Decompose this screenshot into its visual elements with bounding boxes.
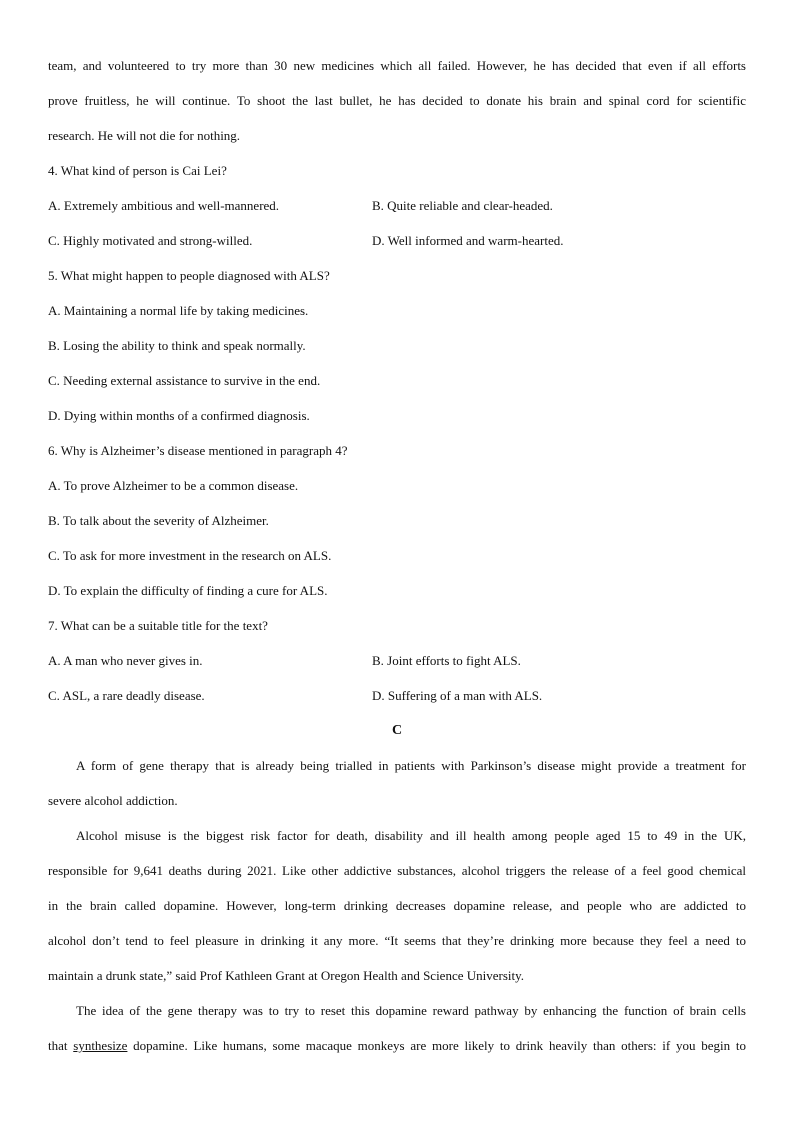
text-line: Alcohol misuse is the biggest risk factor for death, disability and ill health among people aged 15 to 49 in the UK,: [76, 828, 746, 843]
option-a: A. Extremely ambitious and well-mannered.: [48, 198, 280, 213]
question-7: [48, 614, 746, 719]
option-b: B. To talk about the severity of Alzheimer.: [48, 513, 269, 528]
document-page: [48, 54, 746, 1069]
option-a: A. To prove Alzheimer to be a common disease.: [48, 478, 299, 493]
option-a: A. A man who never gives in.: [48, 653, 203, 668]
question-stem: 4. What kind of person is Cai Lei?: [48, 163, 227, 178]
option-b: B. Joint efforts to fight ALS.: [372, 653, 521, 668]
text-line: The idea of the gene therapy was to try to reset this dopamine reward pathway by enhancing the function of brain cells: [76, 1003, 746, 1018]
section-title: C: [391, 723, 403, 738]
text-fragment: that: [48, 1038, 74, 1053]
option-row: [48, 684, 746, 719]
text-line: [48, 1034, 746, 1069]
text-line: maintain a drunk state,” said Prof Kathleen Grant at Oregon Health and Science University.: [48, 968, 525, 983]
question-6: [48, 439, 746, 614]
option-c: C. To ask for more investment in the research on ALS.: [48, 548, 332, 563]
option-d: D. To explain the difficulty of finding a cure for ALS.: [48, 583, 328, 598]
text-line: team, and volunteered to try more than 30 new medicines which all failed. However, he has decided that even if all efforts: [48, 58, 746, 73]
paragraph-2: [48, 824, 746, 999]
question-4: [48, 159, 746, 264]
option-c: C. ASL, a rare deadly disease.: [48, 688, 205, 703]
text-line: prove fruitless, he will continue. To shoot the last bullet, he has decided to donate his brain and spinal cord for scientific: [48, 93, 746, 108]
text-line: A form of gene therapy that is already being trialled in patients with Parkinson’s disease might provide a treatment for: [76, 758, 746, 773]
text-fragment: dopamine. Like humans, some macaque monkeys are more likely to drink heavily than others: if you begin to: [127, 1038, 746, 1053]
option-a: A. Maintaining a normal life by taking medicines.: [48, 303, 309, 318]
text-line: severe alcohol addiction.: [48, 793, 178, 808]
text-line: in the brain called dopamine. However, long-term drinking decreases dopamine release, and people who are addicted to: [48, 898, 746, 913]
question-5: [48, 264, 746, 439]
question-stem: 6. Why is Alzheimer’s disease mentioned in paragraph 4?: [48, 443, 348, 458]
option-d: D. Suffering of a man with ALS.: [372, 688, 543, 703]
underlined-word: synthesize: [73, 1038, 128, 1053]
option-c: C. Needing external assistance to survive in the end.: [48, 373, 321, 388]
option-b: B. Losing the ability to think and speak normally.: [48, 338, 306, 353]
option-b: B. Quite reliable and clear-headed.: [372, 198, 553, 213]
paragraph-3: [48, 999, 746, 1069]
question-stem: 5. What might happen to people diagnosed with ALS?: [48, 268, 330, 283]
option-d: D. Dying within months of a confirmed diagnosis.: [48, 408, 310, 423]
option-c: C. Highly motivated and strong-willed.: [48, 233, 253, 248]
question-stem: 7. What can be a suitable title for the text?: [48, 618, 268, 633]
text-line: responsible for 9,641 deaths during 2021. Like other addictive substances, alcohol triggers the release of a feel good chemical: [48, 863, 746, 878]
option-row: [48, 194, 746, 229]
option-d: D. Well informed and warm-hearted.: [372, 233, 564, 248]
option-row: [48, 229, 746, 264]
paragraph-1: [48, 754, 746, 824]
option-row: [48, 649, 746, 684]
text-line: research. He will not die for nothing.: [48, 128, 241, 143]
passage-b-ending: [48, 54, 746, 159]
text-line: alcohol don’t tend to feel pleasure in drinking it any more. “It seems that they’re drinking more because they feel a need to: [48, 933, 746, 948]
